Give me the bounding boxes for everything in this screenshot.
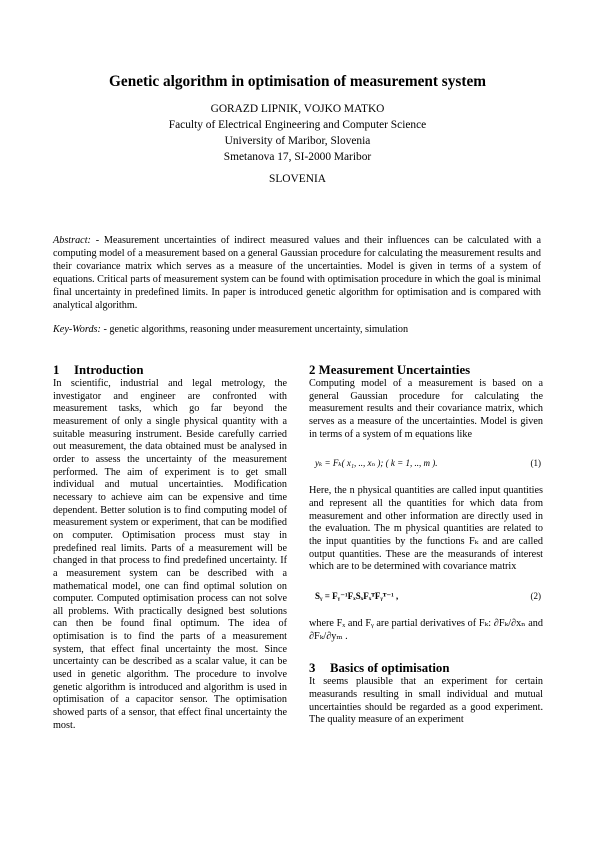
section-title: Measurement Uncertainties xyxy=(318,363,471,377)
equation-1 xyxy=(309,449,543,477)
paper-title: Genetic algorithm in optimisation of measurement system xyxy=(109,73,486,90)
uncertainties-paragraph-3: where Fₓ and Fᵧ are partial derivatives of Fₖ: ∂Fₖ/∂xₙ and ∂Fₖ/∂yₘ . xyxy=(309,617,543,642)
equation-1-number: (1) xyxy=(530,458,541,469)
uncertainties-paragraph-2: Here, the n physical quantities are called input quantities and represent all the quantities for which data from measurement and other information are directly used in the evaluation. The m physical quantities are related to the input quantities by the functions Fₖ and are called output quantities. These are the measurands of interest which are to be determined with covariance matrix xyxy=(309,485,543,573)
keywords-text: - genetic algorithms, reasoning under measurement uncertainty, simulation xyxy=(100,324,409,335)
right-column xyxy=(309,363,543,727)
keywords xyxy=(53,324,541,337)
uncertainties-paragraph-1: Computing model of a measurement is based on a general Gaussian procedure for calculating the measurement results and their covariance matrix, which serves as a measure of the uncertainties. Model is given in terms of a system of m equations like xyxy=(309,378,543,440)
abstract-text: - Measurement uncertainties of indirect measured values and their influences can be calculated with a computing model of a measurement based on a general Gaussian procedure for calculating the measurement results and their covariance matrix which serves as a measure of the uncertainties. Model is given in terms of a system of equations. Critical parts of measurement system can be found with optimisation procedure in which the goal is minimal final uncertainty in predefined limits. In paper is introduced genetic algorithm for optimisation and is compared with analytical algorithm. xyxy=(53,235,541,311)
section-heading-introduction xyxy=(53,363,287,378)
section-title: Introduction xyxy=(74,363,144,377)
intro-paragraph: In scientific, industrial and legal metrology, the investigator and engineer are confronted with measurement tasks, which go far beyond the measurement of only a single physical quantity with a suitable measuring instrument. Beside carefully carried out measurement, the data obtained must be analysed in order to assess the uncertainty of the measurement performed. The aim of experiment is to get small individual and mutual uncertainties. Modification necessary to achieve aim can be expensive and time dependent. Better solution is to find computing model of measurement system or experiment, that can be modified on computer. Optimisation process must stay in predefined real limits. Parts of a measurement will be changed in that process to find predefined uncertainty. If a measurement system can be described with a mathematical model, one can find optimal solution on computer. Computed optimisation process can not solve all problems. With practically designed best solutions can then be found final optimum. The idea of optimisation is to find the parts of a measurement system, that effect final uncertainty the most. Since uncertainty can be described as a scalar value, it can be used in genetic algorithm. The procedure to involve genetic algorithm is introduced and algorithm is used in optimisation of a capacitor sensor. The optimisation showed parts of a sensor, that effect final uncertainty the most. xyxy=(53,378,287,731)
author-address: Smetanova 17, SI-2000 Maribor xyxy=(223,151,372,163)
author-block xyxy=(0,101,595,165)
keywords-label: Key-Words: xyxy=(53,324,101,335)
section-number: 2 xyxy=(309,363,316,377)
equation-2-number: (2) xyxy=(530,590,541,601)
author-university: University of Maribor, Slovenia xyxy=(224,135,371,147)
section-title: Basics of optimisation xyxy=(330,661,450,676)
section-heading-optimisation xyxy=(309,661,543,676)
optimisation-paragraph: It seems plausible that an experiment for certain measurands resulting in small individual and mutual uncertainties should be regarded as a good experiment. The quality measure of an experiment xyxy=(309,676,543,726)
equation-2 xyxy=(309,582,543,610)
left-column xyxy=(53,363,287,732)
abstract xyxy=(53,235,541,312)
section-number: 1 xyxy=(53,363,60,377)
equation-2-expression: Sᵧ = Fᵧ⁻¹FₓSₓFₓᵀFᵧᵀ⁻¹ , xyxy=(315,590,399,601)
section-heading-uncertainties xyxy=(309,363,543,378)
author-faculty: Faculty of Electrical Engineering and Computer Science xyxy=(168,119,427,131)
equation-1-expression: yₖ = Fₖ( x₁, .., xₙ ); ( k = 1, .., m ). xyxy=(315,458,438,469)
author-country: SLOVENIA xyxy=(269,173,326,185)
abstract-label: Abstract: xyxy=(53,235,91,246)
section-number: 3 xyxy=(309,661,316,676)
author-names: GORAZD LIPNIK, VOJKO MATKO xyxy=(210,103,385,115)
